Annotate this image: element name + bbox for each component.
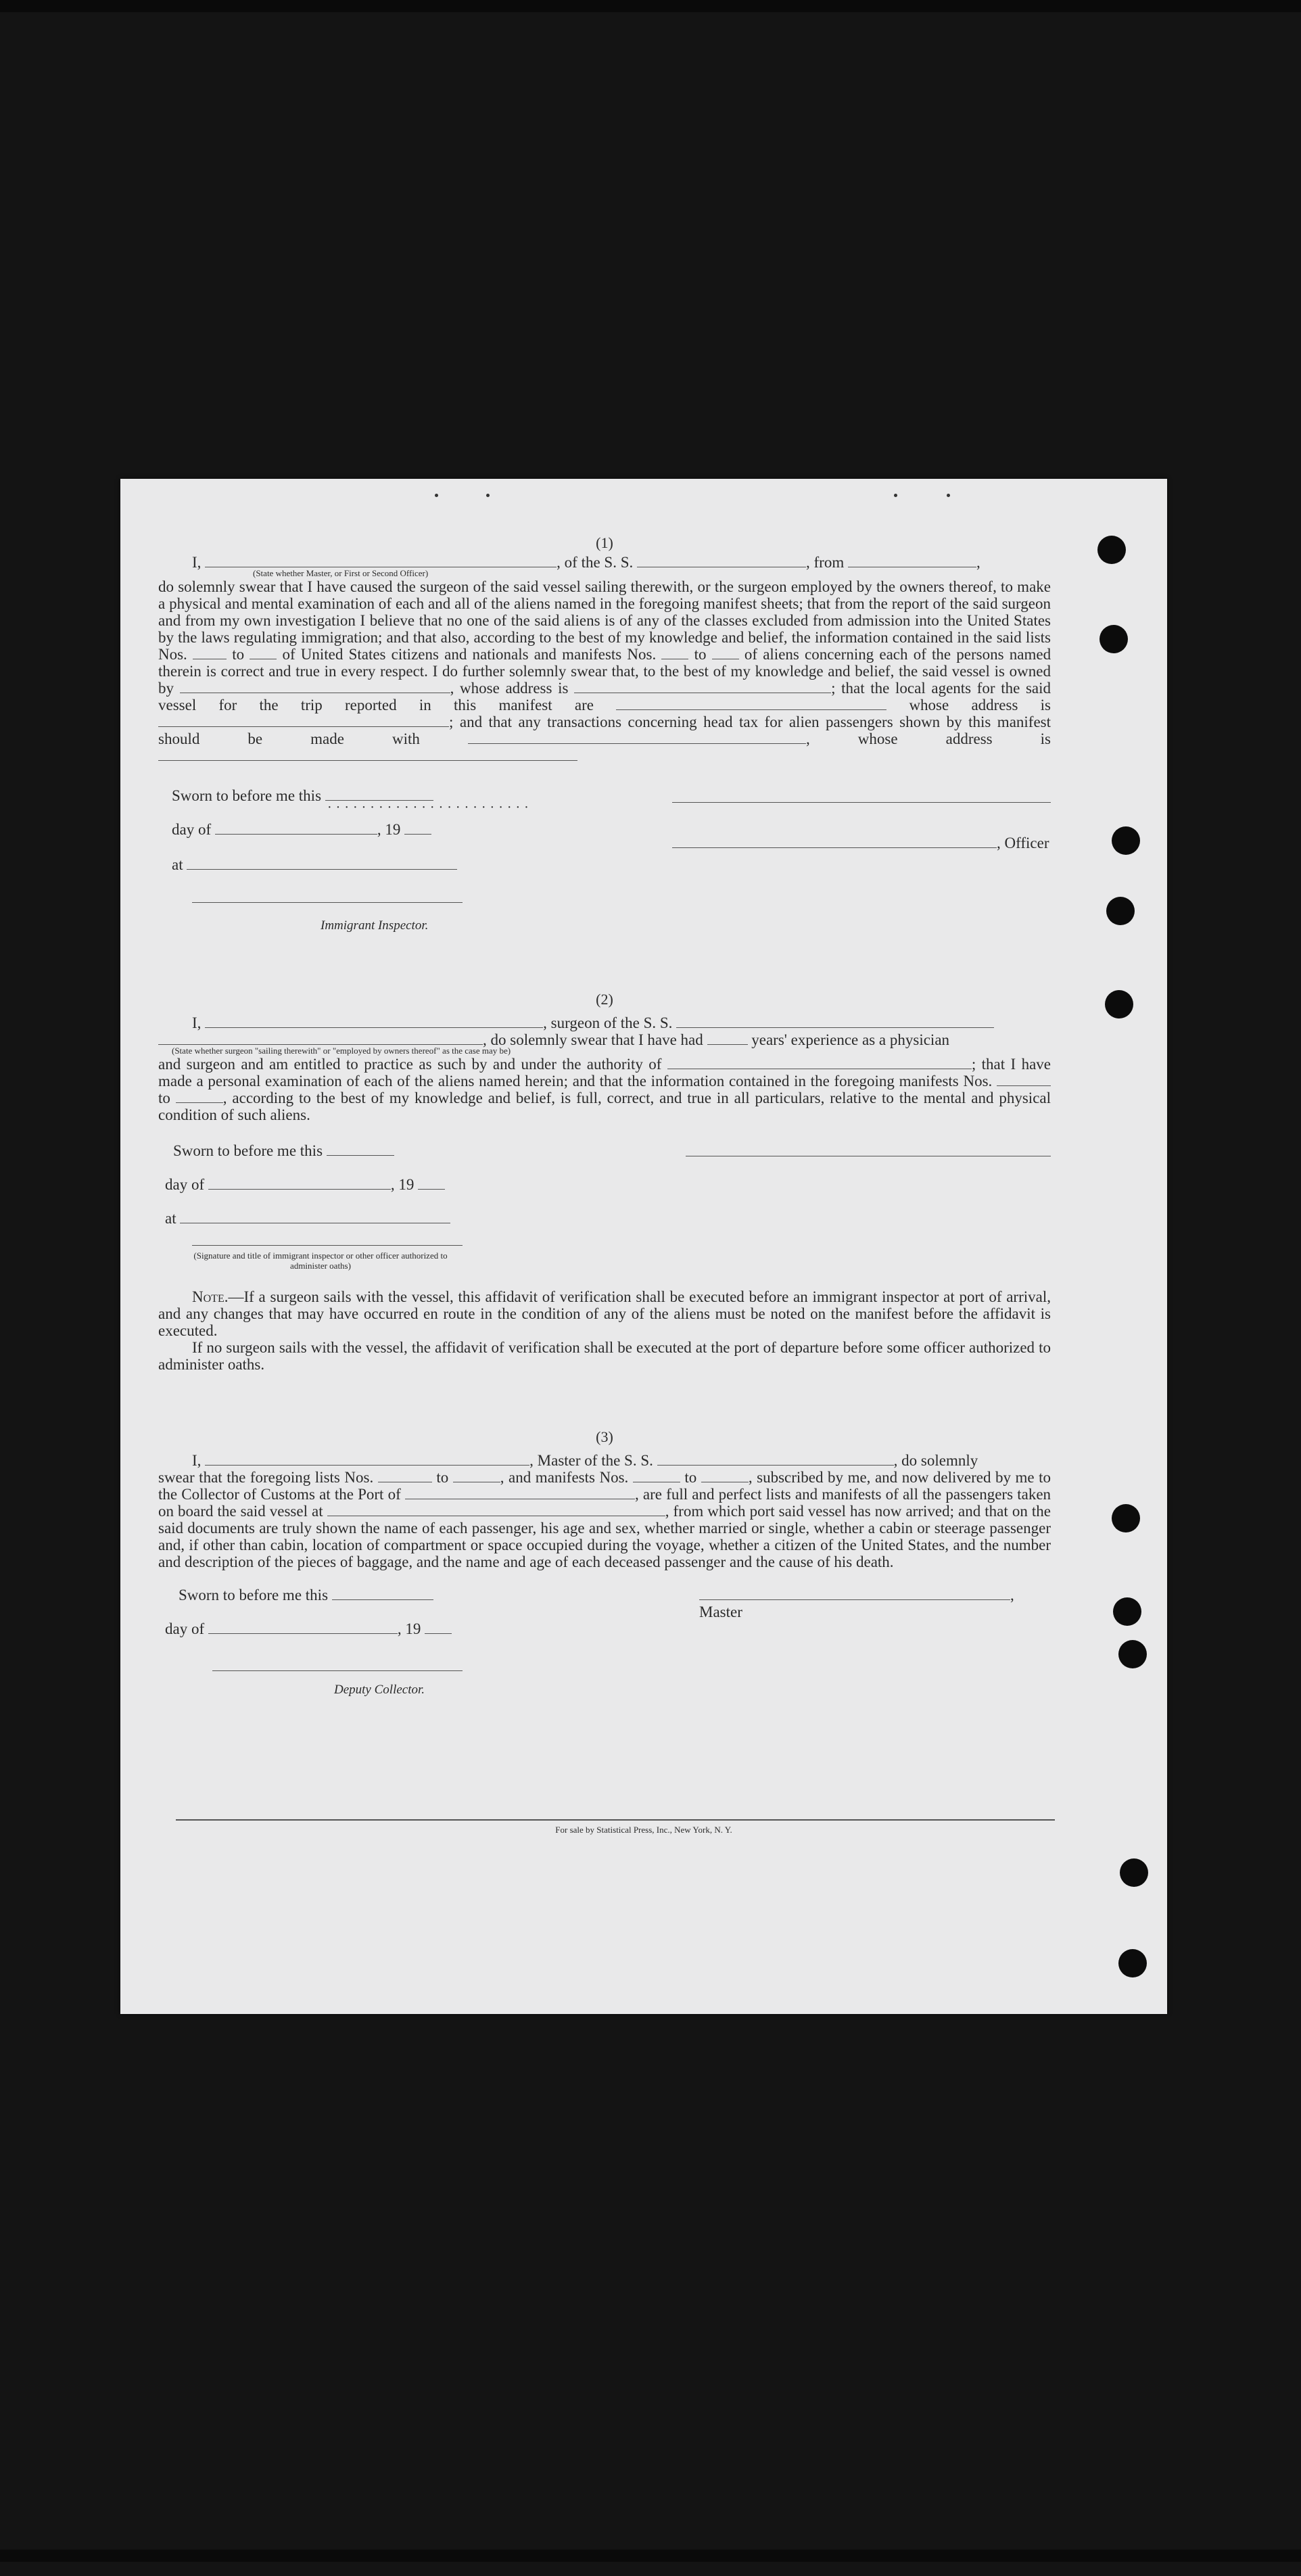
departure-port-field[interactable]: [848, 556, 976, 567]
year-prefix: , 19: [390, 1176, 415, 1193]
section-2-text-3: , according to the best of my knowledge and belief, is full, correct, and true in all particulars, relative to the mental and physical condition of such aliens.: [158, 1090, 1051, 1123]
section-2-text-2: that I have made a personal examination of each of the aliens named herein; and that the information contained in the foregoing manifests Nos.: [158, 1056, 1051, 1090]
master-of-label: , Master of the S. S.: [529, 1452, 653, 1469]
officer-line: [672, 835, 1049, 851]
scan-bottom-band: [0, 2550, 1301, 2562]
collector-signature-line[interactable]: [212, 1670, 463, 1671]
section-2-number: (2): [596, 991, 613, 1008]
section-2-body: [158, 1056, 1051, 1123]
surgeon-manifests-from-field[interactable]: [997, 1075, 1051, 1086]
master-name-field[interactable]: [205, 1454, 529, 1466]
section-1-text-5: ; and that any transactions concerning head tax for alien passengers shown by this manifest should be made with: [158, 713, 1051, 747]
to-label: to: [232, 646, 245, 663]
punch-hole: [1112, 826, 1140, 855]
day-of-line: [165, 1176, 445, 1193]
full-lists-label: , are full and perfect lists and: [634, 1486, 818, 1503]
master-signature-field[interactable]: [699, 1589, 1010, 1600]
dotted-rule: ························: [327, 800, 533, 815]
punch-hole: [1105, 990, 1133, 1018]
section-1-text-4: that the local agents for the said vessel for the trip reported in this manifest are: [158, 680, 1051, 713]
semicolon: ;: [971, 1056, 976, 1073]
surgeon-manifests-to-field[interactable]: [176, 1092, 223, 1103]
oath-i: I,: [192, 1452, 202, 1469]
punch-hole: [1097, 536, 1126, 564]
section-1: [158, 534, 1051, 934]
section-2-signature-block: [158, 1142, 1051, 1278]
lists-from-field[interactable]: [193, 648, 227, 659]
at-line: [172, 856, 457, 873]
comma: ,: [976, 554, 980, 571]
head-tax-contact-field[interactable]: [468, 732, 806, 744]
section-3-number: (3): [596, 1428, 613, 1445]
of-ss-label: , of the S. S.: [557, 554, 634, 571]
affidavit-content: [158, 534, 1051, 1698]
sworn-day-field[interactable]: [332, 1589, 433, 1600]
officer-signature-field[interactable]: [672, 837, 997, 848]
section-2-text-1: and surgeon and am entitled to practice as such by and under the authority of: [158, 1056, 662, 1073]
section-1-signature-block: [158, 776, 1051, 912]
print-mark: [435, 494, 438, 497]
section-1-body: [158, 578, 1051, 764]
day-of-label: day of: [172, 821, 212, 838]
month-field[interactable]: [208, 1622, 398, 1634]
inspector-signature-line[interactable]: [192, 902, 463, 903]
at-line: [165, 1210, 450, 1227]
manifests-from-field[interactable]: [661, 648, 688, 659]
day-of-line: [172, 821, 431, 838]
officer-label: , Officer: [997, 835, 1049, 851]
note-paragraph-2: [158, 1339, 1051, 1373]
to-label: to: [158, 1090, 170, 1106]
footer-imprint: For sale by Statistical Press, Inc., New York, N. Y.: [555, 1825, 732, 1835]
sworn-label: Sworn to before me this: [173, 1142, 323, 1159]
day-of-label: day of: [165, 1620, 205, 1637]
note-label: Note.: [192, 1288, 229, 1305]
section-3-text-2: delivered by me to the Collector of Customs at the Port of: [158, 1469, 1051, 1503]
to-label: to: [684, 1469, 697, 1486]
note-text-2: If no surgeon sails with the vessel, the affidavit of verification shall be executed at the port of departure before some officer authorized to administer oaths.: [158, 1339, 1051, 1373]
punch-hole: [1120, 1858, 1148, 1887]
sworn-day-field[interactable]: [327, 1144, 394, 1156]
punch-hole: [1099, 625, 1128, 653]
master-label: , Master: [699, 1587, 1014, 1620]
at-label: at: [165, 1210, 176, 1227]
section-1-text-2: of United States citizens and nationals and manifests Nos.: [282, 646, 657, 663]
master-vessel-field[interactable]: [657, 1454, 894, 1466]
print-mark: [894, 494, 897, 497]
vessel-name-field[interactable]: [637, 556, 806, 567]
note-paragraph: [158, 1288, 1051, 1339]
year-prefix: , 19: [397, 1620, 421, 1637]
place-field[interactable]: [187, 858, 457, 870]
authority-field[interactable]: [667, 1058, 972, 1069]
owner-field[interactable]: [180, 682, 450, 693]
section-1-text-1: do solemnly swear that I have caused the surgeon of the said vessel sailing therewith, or the surgeon employed by the owners thereof, to make a physical and mental examination of each and all of the aliens named in the foregoing manifest sheets; that from the report of the said surgeon and from my own investigation I believe that no one of the said aliens is of any of the classes excluded from admission into the United States by the laws regulating immigration; and that also, according to the best of my knowledge and belief, the information contained in the said lists Nos.: [158, 578, 1051, 663]
year-field[interactable]: [404, 823, 431, 835]
surgeon-status-field[interactable]: [158, 1033, 483, 1045]
master-lists-to-field[interactable]: [453, 1471, 500, 1482]
note-text-1: —If a surgeon sails with the vessel, this affidavit of verification shall be executed before an immigrant inspector at port of arrival, and any changes that may have occurred en route in the condition of any of the aliens must be noted on the manifest before the affidavit is executed.: [158, 1288, 1051, 1339]
sworn-line: [179, 1587, 433, 1603]
agents-field[interactable]: [616, 699, 886, 710]
head-tax-address-field[interactable]: [158, 749, 577, 761]
master-manifests-to-field[interactable]: [701, 1471, 749, 1482]
print-mark: [947, 494, 950, 497]
day-of-label: day of: [165, 1176, 205, 1193]
section-3-body: [158, 1469, 1051, 1570]
collector-port-field[interactable]: [405, 1488, 635, 1499]
punch-hole: [1112, 1504, 1140, 1532]
officer-name-field[interactable]: [205, 556, 557, 567]
sworn-label: Sworn to before me this: [179, 1587, 329, 1603]
from-label: , from: [806, 554, 845, 571]
section-1-number: (1): [596, 534, 613, 551]
from-which-label: , from which: [665, 1503, 746, 1520]
solemnly-label: , do solemnly swear that I have had: [483, 1031, 703, 1048]
section-3-text-1: swear that the foregoing lists Nos.: [158, 1469, 374, 1486]
subscribed-label: , subscribed by me, and now: [748, 1469, 929, 1486]
footer-rule: [176, 1819, 1055, 1821]
surgeon-note: (State whether surgeon "sailing therewith" or "employed by owners thereof" as the case may be): [172, 1046, 511, 1056]
sworn-label: Sworn to before me this: [172, 787, 322, 804]
section-3-text-4: port said vessel has now arrived; and that on the said documents are truly shown the name of each passenger, his age and sex, whether married or single, whether a cabin or steerage passenger and, if other than cabin, location of compartment or space occupied during the voyage, whether a citizen of the United States, and the number and description of the pieces of baggage, and the name and age of each deceased passenger and the cause of his death.: [158, 1503, 1051, 1570]
manifest-affidavit-page: [120, 479, 1167, 2014]
scan-top-band: [0, 0, 1301, 12]
whose-address-label: whose address is: [909, 697, 1051, 713]
whose-address-label: , whose address is: [805, 730, 1051, 747]
month-field[interactable]: [208, 1178, 391, 1190]
and-manifests-label: , and manifests Nos.: [500, 1469, 629, 1486]
whose-address-label: , whose address is: [450, 680, 569, 697]
punch-hole: [1106, 897, 1135, 925]
master-manifests-from-field[interactable]: [633, 1471, 680, 1482]
semicolon: ;: [831, 680, 836, 697]
section-1-text-3: of aliens concerning each of the persons named therein is correct and true in every respect. I do further solemnly swear that, to the best of my knowledge and belief, the said vessel is owned by: [158, 646, 1051, 697]
agents-address-field[interactable]: [158, 716, 449, 727]
year-field[interactable]: [418, 1178, 445, 1190]
punch-hole: [1113, 1597, 1141, 1626]
surgeon-name-field[interactable]: [205, 1016, 543, 1028]
oath-i: I,: [192, 1014, 202, 1031]
do-solemnly-label: , do solemnly: [893, 1452, 978, 1469]
section-3: [158, 1428, 1051, 1698]
manifests-to-field[interactable]: [712, 648, 739, 659]
years-field[interactable]: [707, 1033, 748, 1045]
owner-address-field[interactable]: [574, 682, 831, 693]
oath-i: I,: [192, 554, 202, 571]
inspector-signature-line[interactable]: [192, 1245, 463, 1246]
sworn-line: [173, 1142, 394, 1159]
master-signature-line: [699, 1587, 1051, 1620]
immigrant-inspector-label: Immigrant Inspector.: [321, 918, 429, 933]
experience-label: years' experience as a physician: [751, 1031, 950, 1048]
section-3-heading-line: [158, 1452, 1051, 1469]
surgeon-of-label: , surgeon of the S. S.: [543, 1014, 673, 1031]
master-note: (State whether Master, or First or Second Officer): [253, 568, 429, 578]
officer-signature-line-1[interactable]: [672, 802, 1051, 803]
to-label: to: [694, 646, 707, 663]
to-label: to: [436, 1469, 449, 1486]
print-mark: [486, 494, 490, 497]
punch-hole: [1118, 1949, 1147, 1977]
signature-note: (Signature and title of immigrant inspector or other officer authorized to administer oaths): [193, 1250, 448, 1271]
year-prefix: , 19: [377, 821, 401, 838]
at-label: at: [172, 856, 183, 873]
month-field[interactable]: [215, 823, 377, 835]
section-3-signature-block: [158, 1587, 1051, 1688]
place-field[interactable]: [180, 1212, 450, 1223]
embarkation-port-field[interactable]: [327, 1505, 665, 1516]
day-of-line: [165, 1620, 452, 1637]
master-lists-from-field[interactable]: [378, 1471, 432, 1482]
section-2-heading-line: [158, 1014, 1051, 1031]
surgeon-vessel-field[interactable]: [676, 1016, 994, 1028]
section-3-text-3: manifests of all the passengers taken on board the said vessel at: [158, 1486, 1051, 1520]
year-field[interactable]: [425, 1622, 452, 1634]
punch-hole: [1118, 1640, 1147, 1668]
section-2: [158, 991, 1051, 1373]
deputy-collector-label: Deputy Collector.: [334, 1683, 425, 1697]
lists-to-field[interactable]: [250, 648, 277, 659]
